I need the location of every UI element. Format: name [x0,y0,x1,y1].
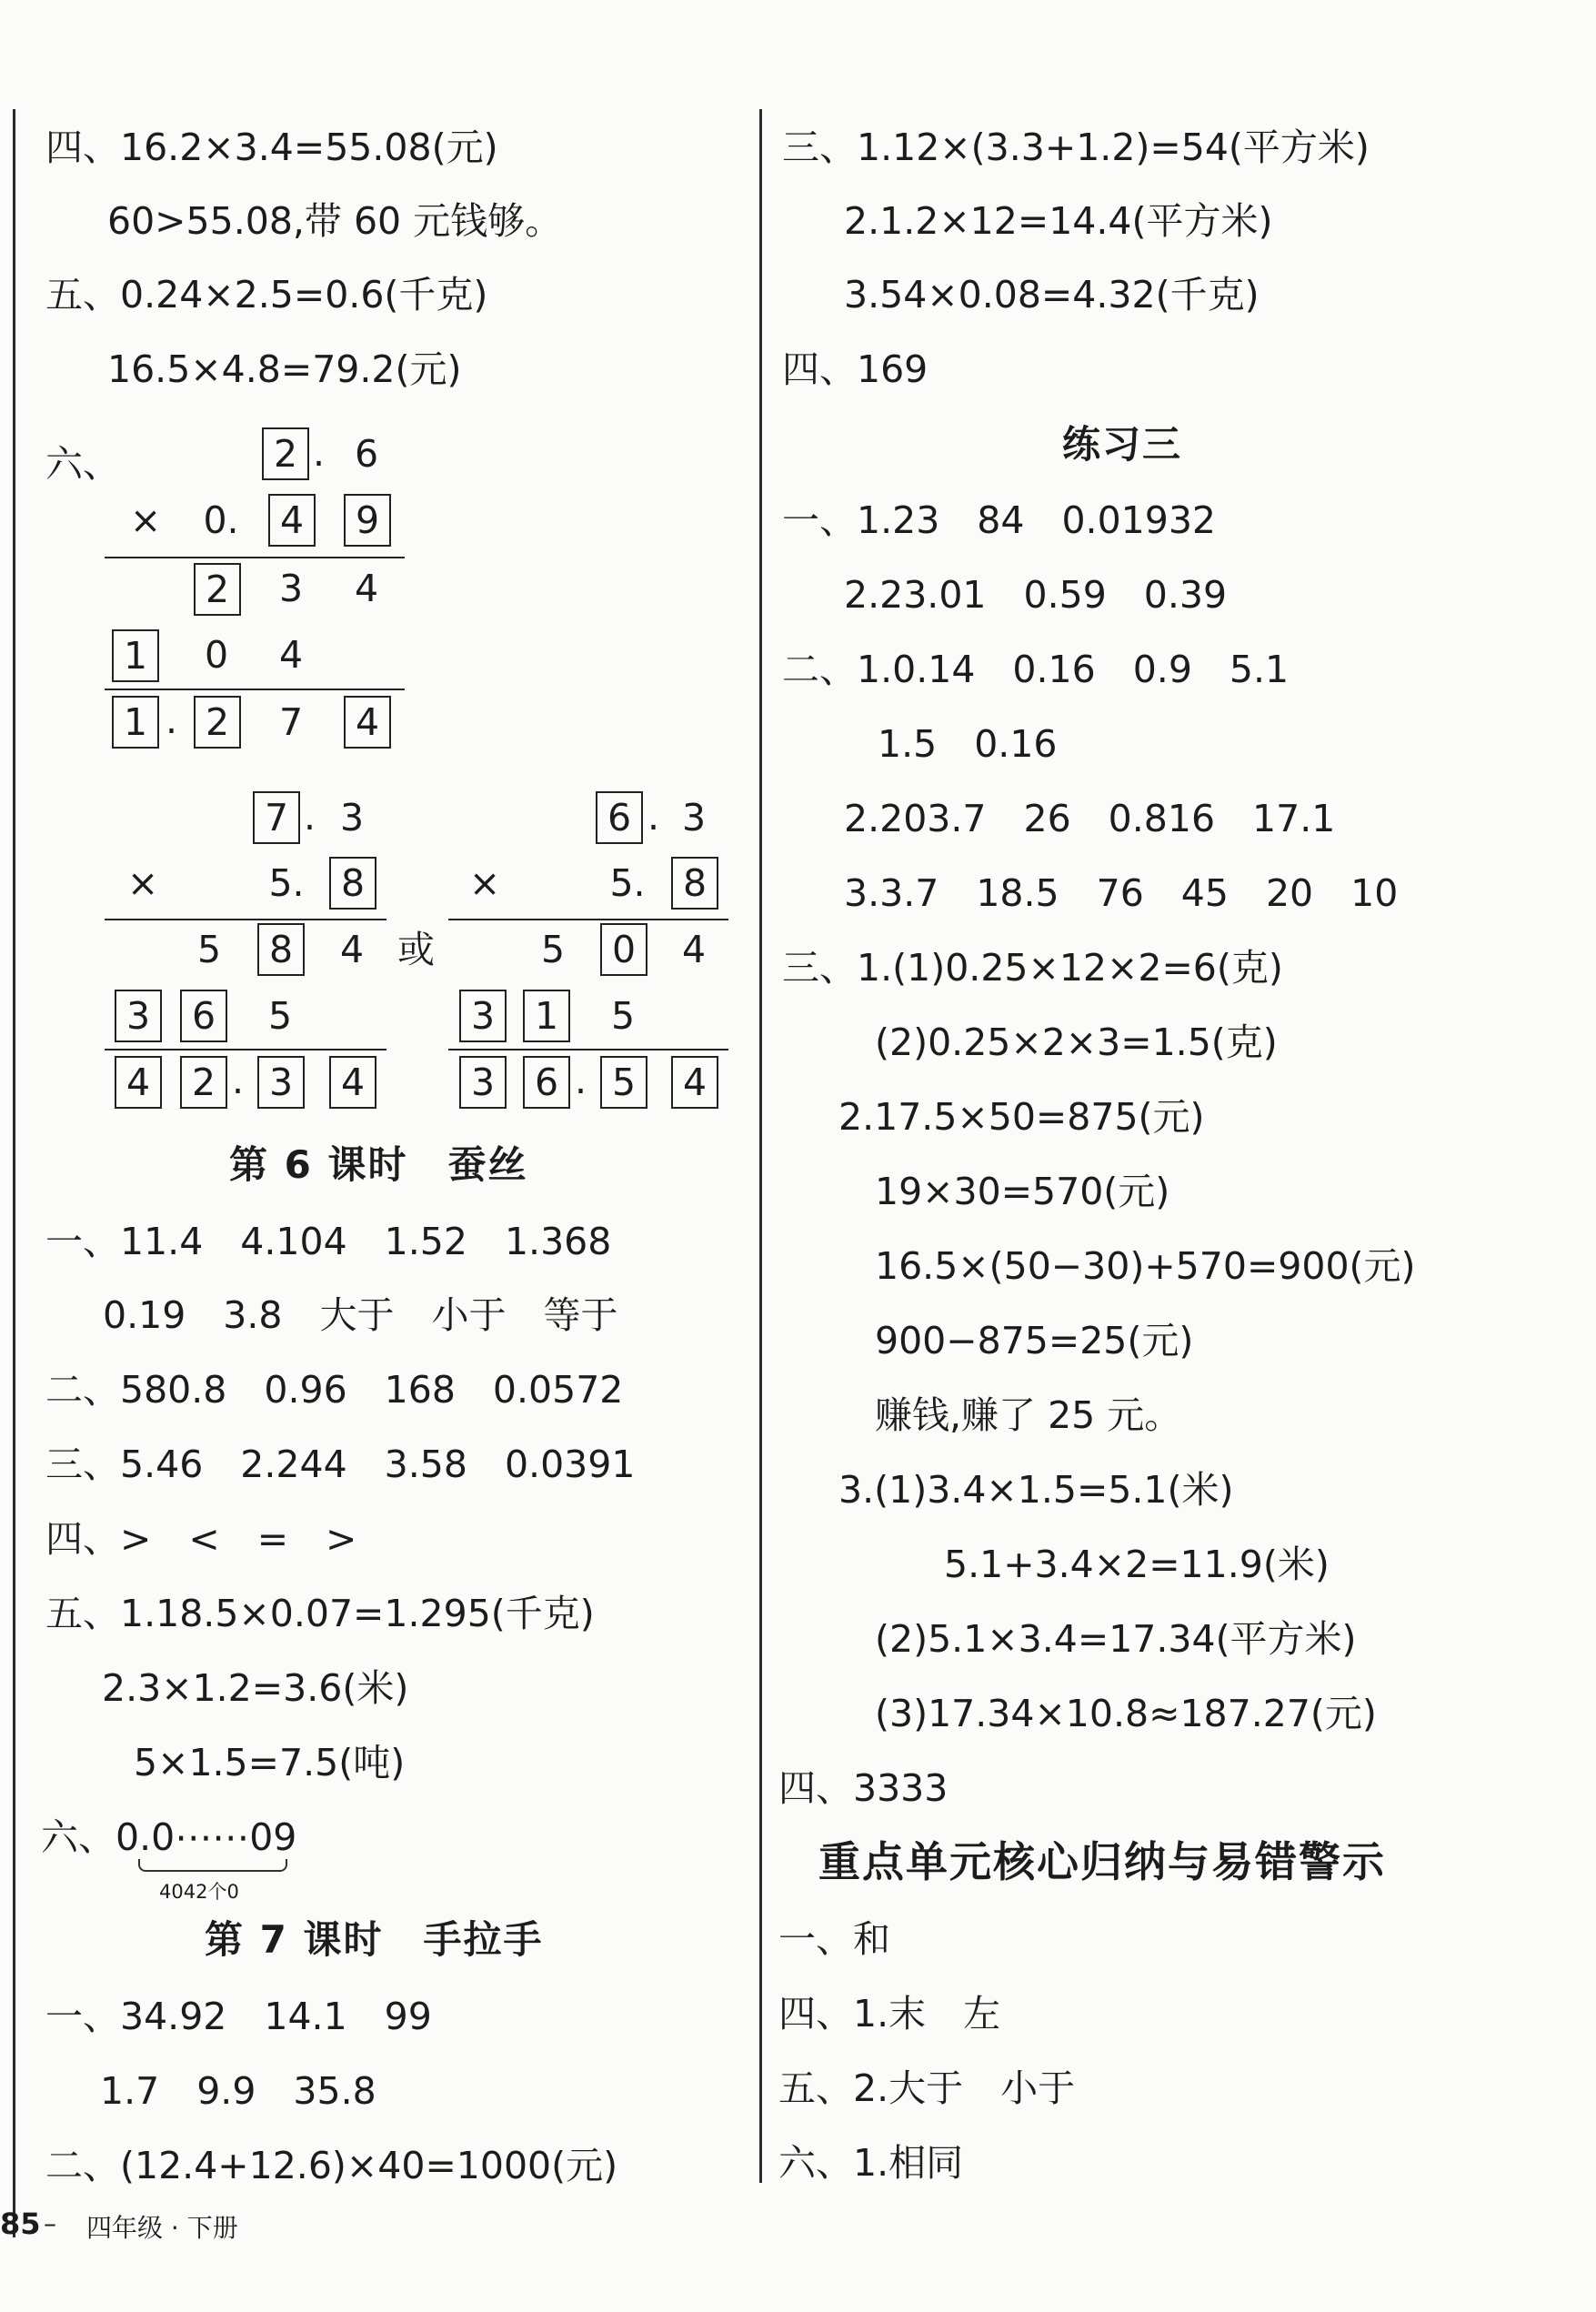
digit: 5. [268,861,305,905]
r3-1: 三、1.12×(3.3+1.2)=54(平方米) [782,126,1370,169]
rule [105,689,405,690]
p3-3a: 3.(1)3.4×1.5=5.1(米) [838,1468,1234,1512]
digit: 6 [354,432,379,476]
or-label: 或 [397,928,435,971]
l6-2: 二、580.8 0.96 168 0.0572 [45,1368,624,1412]
r3-3: 3.54×0.08=4.32(千克) [844,273,1260,317]
digit: 5 [540,928,566,971]
digit-box: 6 [596,791,643,844]
digit-box: 8 [671,857,718,910]
l6-1b: 0.19 3.8 大于 小于 等于 [103,1293,618,1337]
decimal-point: . [166,699,178,742]
practice3-title: 练习三 [1062,422,1183,467]
digit-box: 4 [329,1056,376,1109]
digit: 7 [278,700,304,744]
digit-box: 2 [194,563,241,616]
left-margin-line [13,109,15,2237]
digit: 5 [196,928,222,971]
digit-box: 1 [112,629,159,682]
rule [105,557,405,558]
digit-box: 3 [115,990,162,1042]
r4: 四、169 [782,347,928,391]
p3-1a: 三、1.(1)0.25×12×2=6(克) [782,946,1283,990]
p3-2e: 赚钱,赚了 25 元。 [875,1393,1182,1437]
footer-dash: – [44,2208,56,2238]
zero-count-note: 4042个0 [159,1881,239,1903]
l6-6: 六、0.0⋯⋯09 [41,1815,297,1859]
digit: 3 [681,796,707,839]
digit-box: 9 [344,494,391,547]
digit: 3 [339,796,365,839]
l6-5b: 2.3×1.2=3.6(米) [102,1666,409,1710]
l7-1a: 一、34.92 14.1 99 [45,1995,432,2038]
s5-line1: 五、0.24×2.5=0.6(千克) [45,273,488,317]
p3-2d: 900−875=25(元) [875,1319,1194,1362]
p2-1b: 1.5 0.16 [878,722,1058,766]
digit-box: 1 [523,990,570,1042]
times-sign: × [468,861,501,905]
l7-1b: 1.7 9.9 35.8 [100,2069,376,2113]
digit-box: 2 [194,696,241,749]
p2-1a: 二、1.0.14 0.16 0.9 5.1 [782,648,1290,691]
lesson7-title: 第 7 课时 手拉手 [205,1917,544,1962]
lesson6-title: 第 6 课时 蚕丝 [229,1142,528,1187]
digit: 0 [204,633,229,677]
l6-3: 三、5.46 2.244 3.58 0.0391 [45,1442,636,1486]
digit: 5. [609,861,646,905]
s4-line2: 60>55.08,带 60 元钱够。 [107,199,563,243]
digit: 0. [203,498,239,542]
digit-box: 4 [268,494,316,547]
p1-1: 一、1.23 84 0.01932 [782,498,1217,542]
p1-2: 2.23.01 0.59 0.39 [844,573,1228,617]
key-summary-title: 重点单元核心归纳与易错警示 [818,1837,1386,1886]
digit-box: 0 [600,923,647,976]
r3-2: 2.1.2×12=14.4(平方米) [844,199,1273,243]
times-sign: × [126,861,159,905]
l6-5c: 5×1.5=7.5(吨) [134,1741,406,1784]
k5: 五、2.大于 小于 [778,2066,1076,2110]
page-number: 85 [0,2206,41,2241]
l6-5a: 五、1.18.5×0.07=1.295(千克) [45,1592,595,1635]
digit-box: 3 [257,1056,305,1109]
p2-2: 2.203.7 26 0.816 17.1 [844,797,1336,840]
rule [105,919,386,920]
p3-3d: (3)17.34×10.8≈187.27(元) [875,1692,1377,1735]
digit-box: 4 [344,696,391,749]
digit-box: 6 [523,1056,570,1109]
times-sign: × [129,498,162,542]
p3-2b: 19×30=570(元) [875,1170,1170,1213]
l6-1a: 一、11.4 4.104 1.52 1.368 [45,1220,612,1263]
decimal-point: . [575,1059,587,1102]
rule [448,919,728,920]
digit-box: 3 [459,990,507,1042]
digit: 5 [267,994,293,1038]
decimal-point: . [647,795,660,839]
underbrace [138,1859,287,1872]
digit: 4 [339,928,365,971]
decimal-point: . [304,795,316,839]
p3-3b: 5.1+3.4×2=11.9(米) [944,1543,1330,1586]
digit-box: 5 [600,1056,647,1109]
digit-box: 8 [329,857,376,910]
p3-1b: (2)0.25×2×3=1.5(克) [875,1020,1278,1064]
column-divider [759,109,762,2183]
digit-box: 1 [112,696,159,749]
p3-2c: 16.5×(50−30)+570=900(元) [875,1244,1416,1288]
rule [105,1049,386,1050]
l7-2: 二、(12.4+12.6)×40=1000(元) [45,2144,618,2187]
k6: 六、1.相同 [778,2141,964,2185]
rule [448,1049,728,1050]
digit-box: 3 [459,1056,507,1109]
digit-box: 7 [253,791,300,844]
p4: 四、3333 [778,1766,949,1810]
s5-line2: 16.5×4.8=79.2(元) [107,347,462,391]
digit-box: 8 [257,923,305,976]
digit: 5 [610,994,636,1038]
digit-box: 6 [180,990,227,1042]
decimal-point: . [232,1059,245,1102]
p3-2a: 2.17.5×50=875(元) [838,1095,1205,1139]
digit-box: 2 [262,427,309,480]
k4: 四、1.末 左 [778,1992,1001,2036]
p3-3c: (2)5.1×3.4=17.34(平方米) [875,1617,1357,1661]
s6-label: 六、 [45,442,120,486]
digit-box: 4 [671,1056,718,1109]
p2-3: 3.3.7 18.5 76 45 20 10 [844,871,1399,915]
grade-label: 四年级 · 下册 [86,2213,238,2243]
digit: 4 [278,633,304,677]
digit-box: 2 [180,1056,227,1109]
k1: 一、和 [778,1917,890,1961]
decimal-point: . [313,431,326,475]
digit: 4 [681,928,707,971]
digit: 3 [278,567,304,610]
s4-line1: 四、16.2×3.4=55.08(元) [45,126,498,169]
digit: 4 [354,567,379,610]
l6-4: 四、> < = > [45,1517,357,1561]
digit-box: 4 [115,1056,162,1109]
